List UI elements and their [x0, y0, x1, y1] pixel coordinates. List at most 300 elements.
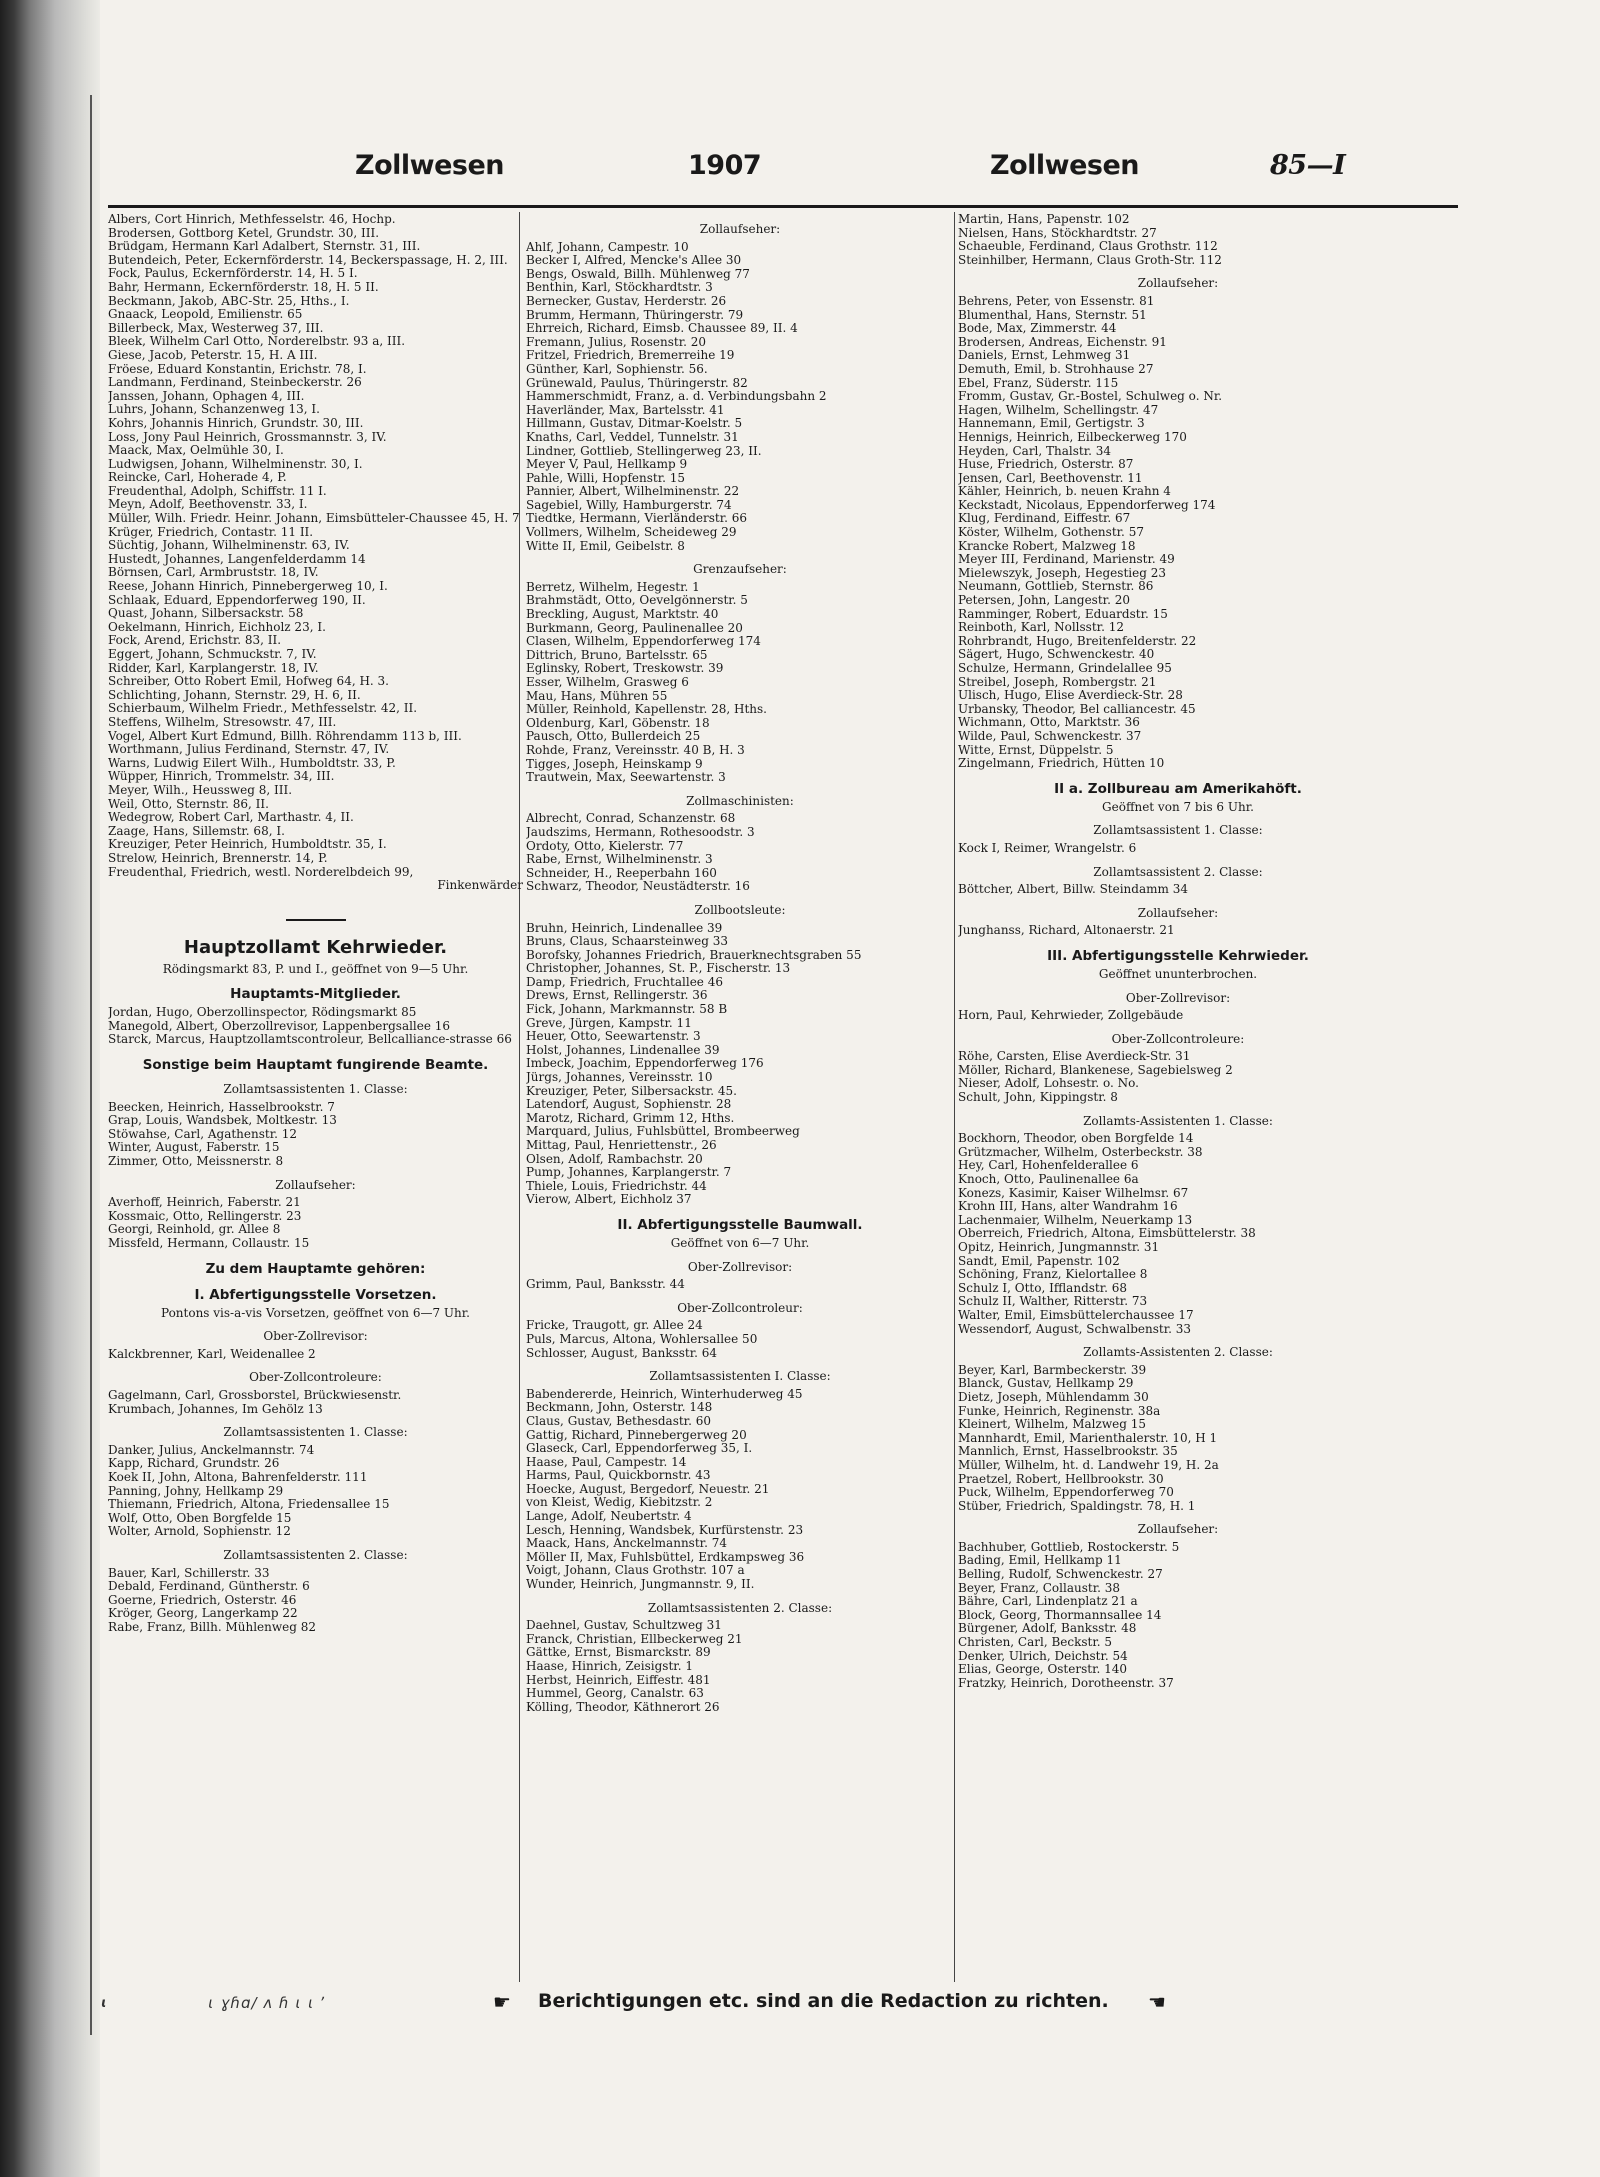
- directory-entry: Süchtig, Johann, Wilhelminenstr. 63, IV.: [108, 539, 350, 553]
- directory-entry: Wolter, Arnold, Sophienstr. 12: [108, 1525, 291, 1539]
- directory-entry: Klug, Ferdinand, Eiffestr. 67: [958, 512, 1131, 526]
- directory-entry: Dittrich, Bruno, Bartelsstr. 65: [526, 648, 708, 662]
- directory-entry: Kreuziger, Peter, Silbersackstr. 45.: [526, 1084, 737, 1098]
- directory-entry: Stüber, Friedrich, Spaldingstr. 78, H. 1: [958, 1499, 1196, 1513]
- directory-entry: Fricke, Traugott, gr. Allee 24: [526, 1319, 703, 1333]
- section-heading: Hauptamts-Mitglieder.: [230, 986, 401, 1003]
- directory-entry: Bauer, Karl, Schillerstr. 33: [108, 1566, 270, 1580]
- directory-entry: Brumm, Hermann, Thüringerstr. 79: [526, 308, 744, 322]
- directory-entry: Haase, Paul, Campestr. 14: [526, 1455, 687, 1469]
- directory-entry: Bengs, Oswald, Billh. Mühlenweg 77: [526, 267, 750, 281]
- directory-entry: Harms, Paul, Quickbornstr. 43: [526, 1469, 711, 1483]
- directory-entry: Borofsky, Johannes Friedrich, Brauerknechtsgraben 55: [526, 948, 862, 962]
- page-number: 85—I: [1270, 150, 1346, 181]
- directory-entry: Opitz, Heinrich, Jungmannstr. 31: [958, 1241, 1160, 1254]
- directory-entry: Sandt, Emil, Papenstr. 102: [958, 1254, 1120, 1268]
- directory-entry: Vollmers, Wilhelm, Scheideweg 29: [526, 526, 737, 540]
- opening-hours-note: Rödingsmarkt 83, P. und I., geöffnet von 9—5 Uhr.: [162, 961, 469, 976]
- directory-entry: Holst, Johannes, Lindenallee 39: [526, 1043, 720, 1057]
- directory-entry: Streibel, Joseph, Rombergstr. 21: [958, 675, 1157, 689]
- directory-entry: Ramminger, Robert, Eduardstr. 15: [958, 607, 1168, 621]
- directory-entry: Pahle, Willi, Hopfenstr. 15: [526, 471, 686, 485]
- directory-entry: Pannier, Albert, Wilhelminenstr. 22: [526, 485, 740, 499]
- header-rule: [108, 205, 1458, 208]
- directory-entry: Krancke Robert, Malzweg 18: [958, 539, 1136, 553]
- directory-entry: Manegold, Albert, Oberzollrevisor, Lappenbergsallee 16: [108, 1019, 451, 1033]
- section-heading: I. Abfertigungsstelle Vorsetzen.: [194, 1286, 437, 1303]
- directory-entry: Kapp, Richard, Grundstr. 26: [108, 1457, 280, 1471]
- directory-entry: Brahmstädt, Otto, Oevelgönnerstr. 5: [526, 594, 748, 608]
- directory-entry: Mannhardt, Emil, Marienthalerstr. 10, H 1: [958, 1431, 1218, 1445]
- directory-entry: Schulz I, Otto, Ifflandstr. 68: [958, 1281, 1128, 1295]
- directory-entry: Keckstadt, Nicolaus, Eppendorferweg 174: [958, 498, 1216, 512]
- directory-entry: Steinhilber, Hermann, Claus Groth-Str. 112: [958, 253, 1222, 267]
- margin-mark: ɩ: [101, 1996, 107, 2011]
- directory-entry: Wunder, Heinrich, Jungmannstr. 9, II.: [526, 1578, 755, 1592]
- directory-entry: Fritzel, Friedrich, Bremerreihe 19: [526, 349, 735, 363]
- directory-entry: Imbeck, Joachim, Eppendorferweg 176: [526, 1057, 764, 1071]
- directory-entry: Zimmer, Otto, Meissnerstr. 8: [108, 1155, 284, 1169]
- directory-entry: Marquard, Julius, Fuhlsbüttel, Brombeerweg: [526, 1125, 800, 1139]
- directory-entry: Schöning, Franz, Kielortallee 8: [958, 1268, 1148, 1282]
- directory-entry: Albrecht, Conrad, Schanzenstr. 68: [526, 812, 736, 826]
- directory-entry: Puck, Wilhelm, Eppendorferweg 70: [958, 1486, 1174, 1500]
- directory-entry: Strelow, Heinrich, Brennerstr. 14, P.: [108, 851, 328, 865]
- directory-entry: Brodersen, Gottborg Ketel, Grundstr. 30, III.: [108, 226, 380, 240]
- directory-entry: Denker, Ulrich, Deichstr. 54: [958, 1649, 1128, 1663]
- directory-entry: Hammerschmidt, Franz, a. d. Verbindungsbahn 2: [526, 390, 827, 404]
- directory-entry: Hey, Carl, Hohenfelderallee 6: [958, 1159, 1139, 1173]
- directory-entry: Gnaack, Leopold, Emilienstr. 65: [108, 308, 303, 322]
- directory-entry: Wichmann, Otto, Marktstr. 36: [958, 716, 1140, 730]
- directory-entry: Ebel, Franz, Süderstr. 115: [958, 376, 1119, 390]
- directory-page: [98, 0, 1498, 2177]
- rank-subheading: Zollbootsleute:: [694, 902, 786, 917]
- header-year: 1907: [688, 150, 762, 181]
- directory-entry: Kähler, Heinrich, b. neuen Krahn 4: [958, 485, 1171, 499]
- directory-entry: Christopher, Johannes, St. P., Fischerstr. 13: [526, 962, 791, 976]
- directory-entry: Thiemann, Friedrich, Altona, Friedensallee 15: [108, 1498, 390, 1512]
- directory-entry: Müller, Reinhold, Kapellenstr. 28, Hths.: [526, 703, 767, 717]
- directory-entry: Kröger, Georg, Langerkamp 22: [108, 1607, 298, 1621]
- opening-hours-note: Pontons vis-a-vis Vorsetzen, geöffnet von 6—7 Uhr.: [160, 1305, 470, 1320]
- directory-entry: Wüpper, Hinrich, Trommelstr. 34, III.: [108, 770, 335, 784]
- directory-entry: Meyn, Adolf, Beethovenstr. 33, I.: [108, 498, 308, 512]
- directory-entry: Wilde, Paul, Schwenckestr. 37: [958, 729, 1142, 743]
- directory-entry: Freudenthal, Friedrich, westl. Norderelbdeich 99,: [108, 865, 414, 879]
- directory-entry: Beckmann, John, Osterstr. 148: [526, 1401, 713, 1415]
- directory-entry: Esser, Wilhelm, Grasweg 6: [526, 676, 689, 689]
- book-binding-shadow: [0, 0, 100, 2177]
- column-divider-2: [954, 212, 955, 1982]
- directory-entry: Giese, Jacob, Peterstr. 15, H. A III.: [108, 348, 318, 362]
- directory-entry: Berretz, Wilhelm, Hegestr. 1: [526, 580, 700, 594]
- directory-entry: Hummel, Georg, Canalstr. 63: [526, 1687, 704, 1701]
- directory-entry: Missfeld, Hermann, Collaustr. 15: [108, 1237, 310, 1250]
- directory-entry: Beyer, Franz, Collaustr. 38: [958, 1581, 1121, 1595]
- rank-subheading: Ober-Zollcontroleure:: [1111, 1031, 1245, 1046]
- directory-entry: Behrens, Peter, von Essenstr. 81: [958, 294, 1155, 308]
- directory-entry: Daehnel, Gustav, Schultzweg 31: [526, 1619, 722, 1633]
- header-left-title: Zollwesen: [355, 150, 504, 181]
- directory-entry: Belling, Rudolf, Schwenckestr. 27: [958, 1568, 1163, 1582]
- directory-entry: Schlaak, Eduard, Eppendorferweg 190, II.: [108, 593, 366, 607]
- directory-entry: Trautwein, Max, Seewartenstr. 3: [526, 771, 726, 785]
- directory-entry: Fratzky, Heinrich, Dorotheenstr. 37: [958, 1676, 1174, 1690]
- directory-entry: Funke, Heinrich, Reginenstr. 38a: [958, 1404, 1161, 1418]
- directory-entry: Schulze, Hermann, Grindelallee 95: [958, 662, 1172, 675]
- directory-entry: von Kleist, Wedig, Kiebitzstr. 2: [526, 1496, 713, 1510]
- rank-subheading: Grenzaufseher:: [693, 562, 787, 577]
- directory-entry: Schwarz, Theodor, Neustädterstr. 16: [526, 880, 750, 894]
- directory-entry: Lachenmaier, Wilhelm, Neuerkamp 13: [958, 1213, 1193, 1227]
- directory-entry: Horn, Paul, Kehrwieder, Zollgebäude: [958, 1009, 1184, 1023]
- directory-entry: Fick, Johann, Markmannstr. 58 B: [526, 1003, 728, 1017]
- directory-entry: Schult, John, Kippingstr. 8: [958, 1091, 1118, 1105]
- directory-entry: Petersen, John, Langestr. 20: [958, 594, 1130, 608]
- directory-entry: Wolf, Otto, Oben Borgfelde 15: [108, 1511, 292, 1525]
- directory-entry: Krumbach, Johannes, Im Gehölz 13: [108, 1402, 323, 1416]
- directory-entry: Burkmann, Georg, Paulinenallee 20: [526, 621, 743, 635]
- directory-entry: Schaeuble, Ferdinand, Claus Grothstr. 112: [958, 240, 1218, 254]
- rank-subheading: Ober-Zollrevisor:: [687, 1259, 793, 1274]
- directory-entry: Wedegrow, Robert Carl, Marthastr. 4, II.: [108, 811, 354, 825]
- directory-entry: Becker I, Alfred, Mencke's Allee 30: [526, 254, 742, 268]
- directory-entry: Beyer, Karl, Barmbeckerstr. 39: [958, 1363, 1147, 1377]
- directory-entry: Jordan, Hugo, Oberzollinspector, Rödingsmarkt 85: [108, 1006, 417, 1020]
- directory-entry: Bading, Emil, Hellkamp 11: [958, 1554, 1122, 1568]
- directory-entry: Grützmacher, Wilhelm, Osterbeckstr. 38: [958, 1145, 1203, 1159]
- directory-entry: Heyden, Carl, Thalstr. 34: [958, 444, 1112, 458]
- directory-entry: Quast, Johann, Silbersackstr. 58: [108, 607, 304, 621]
- directory-entry: Martin, Hans, Papenstr. 102: [958, 213, 1130, 226]
- directory-entry: Witte, Ernst, Düppelstr. 5: [958, 743, 1114, 757]
- directory-entry: Jürgs, Johannes, Vereinsstr. 10: [526, 1071, 713, 1085]
- directory-entry: Lesch, Henning, Wandsbek, Kurfürstenstr. 23: [526, 1523, 804, 1537]
- directory-entry: Knoch, Otto, Paulinenallee 6a: [958, 1173, 1139, 1187]
- directory-entry: Albers, Cort Hinrich, Methfesselstr. 46, Hochp.: [108, 213, 396, 226]
- directory-entry: Stöwahse, Carl, Agathenstr. 12: [108, 1127, 298, 1141]
- section-heading: Sonstige beim Hauptamt fungirende Beamte.: [142, 1057, 489, 1074]
- directory-entry: Goerne, Friedrich, Osterstr. 46: [108, 1593, 297, 1607]
- directory-entry: Bleek, Wilhelm Carl Otto, Norderelbstr. 93 a, III.: [108, 335, 406, 349]
- page-header: [98, 150, 1498, 210]
- directory-entry: Möller, Richard, Blankenese, Sagebielsweg 2: [958, 1063, 1233, 1077]
- directory-entry: Fremann, Julius, Rosenstr. 20: [526, 335, 707, 349]
- rank-subheading: Ober-Zollcontroleur:: [677, 1300, 803, 1315]
- rank-subheading: Zollamts-Assistenten 2. Classe:: [1083, 1345, 1273, 1360]
- directory-entry: Claus, Gustav, Bethesdastr. 60: [526, 1414, 711, 1428]
- rank-subheading: Zollaufseher:: [1137, 905, 1219, 920]
- directory-entry: Zingelmann, Friedrich, Hütten 10: [958, 757, 1165, 771]
- directory-entry: Fromm, Gustav, Gr.-Bostel, Schulweg o. Nr.: [958, 390, 1223, 404]
- directory-entry: Vogel, Albert Kurt Edmund, Billh. Röhrendamm 113 b, III.: [108, 729, 462, 743]
- directory-entry: Kleinert, Wilhelm, Malzweg 15: [958, 1418, 1146, 1432]
- directory-entry: Witte II, Emil, Geibelstr. 8: [526, 539, 685, 553]
- directory-entry: Worthmann, Julius Ferdinand, Sternstr. 47, IV.: [108, 743, 390, 757]
- directory-entry: Krohn III, Hans, alter Wandrahm 16: [958, 1200, 1178, 1214]
- directory-entry: Rohde, Franz, Vereinsstr. 40 B, H. 3: [526, 743, 745, 757]
- directory-entry: Finkenwärder: [437, 879, 523, 893]
- section-heading: II a. Zollbureau am Amerikahöft.: [1054, 780, 1302, 797]
- directory-entry: Georgi, Reinhold, gr. Allee 8: [108, 1223, 281, 1237]
- directory-entry: Schreiber, Otto Robert Emil, Hofweg 64, H. 3.: [108, 675, 389, 689]
- directory-entry: Benthin, Karl, Stöckhardtstr. 3: [526, 281, 713, 295]
- directory-entry: Jensen, Carl, Beethovenstr. 11: [958, 471, 1143, 485]
- rank-subheading: Zollamtsassistent 2. Classe:: [1093, 864, 1263, 879]
- directory-entry: Tigges, Joseph, Heinskamp 9: [526, 757, 703, 771]
- directory-entry: Puls, Marcus, Altona, Wohlersallee 50: [526, 1332, 758, 1346]
- handwritten-marks: ɩ ɣɦɑ/ ʌ ɦ ɩ ɩ ʼ: [208, 1994, 327, 2012]
- directory-entry: Ludwigsen, Johann, Wilhelminenstr. 30, I.: [108, 457, 363, 471]
- directory-entry: Loss, Jony Paul Heinrich, Grossmannstr. 3, IV.: [108, 430, 387, 444]
- directory-entry: Breckling, August, Marktstr. 40: [526, 608, 719, 622]
- directory-entry: Daniels, Ernst, Lehmweg 31: [958, 349, 1131, 363]
- directory-entry: Konezs, Kasimir, Kaiser Wilhelmsr. 67: [958, 1186, 1189, 1200]
- directory-entry: Franck, Christian, Ellbeckerweg 21: [526, 1632, 743, 1646]
- directory-entry: Lindner, Gottlieb, Stellingerweg 23, II.: [526, 444, 762, 458]
- directory-entry: Landmann, Ferdinand, Steinbeckerstr. 26: [108, 376, 362, 390]
- directory-entry: Pump, Johannes, Karplangerstr. 7: [526, 1166, 732, 1180]
- directory-entry: Kalckbrenner, Karl, Weidenallee 2: [108, 1347, 316, 1361]
- directory-entry: Ulisch, Hugo, Elise Averdieck-Str. 28: [958, 689, 1183, 703]
- directory-entry: Möller II, Max, Fuhlsbüttel, Erdkampsweg 36: [526, 1550, 805, 1564]
- directory-entry: Bockhorn, Theodor, oben Borgfelde 14: [958, 1132, 1194, 1146]
- opening-hours-note: Geöffnet von 6—7 Uhr.: [670, 1235, 810, 1250]
- rank-subheading: Zollmaschinisten:: [686, 793, 794, 808]
- footer-notice: Berichtigungen etc. sind an die Redaction zu richten.: [538, 1990, 1109, 2012]
- rank-subheading: Zollamtsassistent 1. Classe:: [1093, 823, 1263, 838]
- directory-entry: Luhrs, Johann, Schanzenweg 13, I.: [108, 403, 320, 417]
- directory-entry: Hustedt, Johannes, Langenfelderdamm 14: [108, 552, 366, 566]
- directory-entry: Vierow, Albert, Eichholz 37: [526, 1193, 692, 1207]
- directory-entry: Kohrs, Johannis Hinrich, Grundstr. 30, III.: [108, 416, 364, 430]
- directory-entry: Eggert, Johann, Schmuckstr. 7, IV.: [108, 648, 317, 661]
- directory-entry: Huse, Friedrich, Osterstr. 87: [958, 458, 1134, 472]
- directory-entry: Danker, Julius, Anckelmannstr. 74: [108, 1443, 315, 1457]
- directory-entry: Rohrbrandt, Hugo, Breitenfelderstr. 22: [958, 634, 1197, 648]
- directory-entry: Maack, Hans, Anckelmannstr. 74: [526, 1537, 727, 1551]
- column-middle: [526, 213, 954, 1973]
- directory-entry: Block, Georg, Thormannsallee 14: [958, 1608, 1162, 1622]
- directory-entry: Lange, Adolf, Neubertstr. 4: [526, 1510, 692, 1524]
- directory-entry: Grap, Louis, Wandsbek, Moltkestr. 13: [108, 1114, 337, 1128]
- directory-entry: Bachhuber, Gottlieb, Rostockerstr. 5: [958, 1540, 1180, 1554]
- directory-entry: Fröese, Eduard Konstantin, Erichstr. 78, I.: [108, 362, 367, 376]
- directory-entry: Steffens, Wilhelm, Stresowstr. 47, III.: [108, 715, 337, 729]
- directory-entry: Nielsen, Hans, Stöckhardtstr. 27: [958, 226, 1157, 240]
- directory-entry: Hillmann, Gustav, Ditmar-Koelstr. 5: [526, 417, 743, 431]
- directory-entry: Haase, Hinrich, Zeisigstr. 1: [526, 1660, 693, 1673]
- rank-subheading: Zollaufseher:: [275, 1177, 356, 1192]
- directory-entry: Kock I, Reimer, Wrangelstr. 6: [958, 841, 1137, 855]
- directory-entry: Greve, Jürgen, Kampstr. 11: [526, 1016, 692, 1030]
- directory-entry: Babendererde, Heinrich, Winterhuderweg 45: [526, 1387, 803, 1401]
- directory-entry: Kossmaic, Otto, Rellingerstr. 23: [108, 1209, 302, 1223]
- directory-entry: Butendeich, Peter, Eckernförderstr. 14, Beckerspassage, H. 2, III.: [108, 253, 508, 267]
- rank-subheading: Zollamtsassistenten 1. Classe:: [223, 1425, 408, 1440]
- directory-entry: Billerbeck, Max, Westerweg 37, III.: [108, 321, 324, 335]
- rank-subheading: Zollamtsassistenten I. Classe:: [649, 1369, 831, 1384]
- directory-entry: Pausch, Otto, Bullerdeich 25: [526, 730, 701, 744]
- directory-entry: Praetzel, Robert, Hellbrookstr. 30: [958, 1472, 1164, 1486]
- directory-entry: Demuth, Emil, b. Strohhause 27: [958, 362, 1154, 376]
- directory-entry: Fock, Paulus, Eckernförderstr. 14, H. 5 I.: [108, 267, 358, 281]
- page-footer: [98, 1990, 1498, 2030]
- directory-entry: Elias, George, Osterstr. 140: [958, 1663, 1128, 1677]
- directory-entry: Grünewald, Paulus, Thüringerstr. 82: [526, 376, 748, 390]
- directory-entry: Nieser, Adolf, Lohsestr. o. No.: [958, 1077, 1139, 1091]
- directory-entry: Fock, Arend, Erichstr. 83, II.: [108, 634, 282, 648]
- directory-entry: Schneider, H., Reeperbahn 160: [526, 866, 717, 880]
- directory-entry: Ordoty, Otto, Kielerstr. 77: [526, 839, 684, 853]
- office-title: Hauptzollamt Kehrwieder.: [183, 936, 448, 958]
- directory-entry: Panning, Johny, Hellkamp 29: [108, 1484, 284, 1498]
- directory-entry: Gättke, Ernst, Bismarckstr. 89: [526, 1646, 711, 1660]
- directory-entry: Haverländer, Max, Bartelsstr. 41: [526, 403, 725, 417]
- directory-entry: Winter, August, Faberstr. 15: [108, 1141, 280, 1155]
- directory-entry: Beckmann, Jakob, ABC-Str. 25, Hths., I.: [108, 294, 350, 308]
- rank-subheading: Zollaufseher:: [699, 222, 781, 236]
- directory-entry: Böttcher, Albert, Billw. Steindamm 34: [958, 883, 1188, 897]
- directory-entry: Bruns, Claus, Schaarsteinweg 33: [526, 935, 728, 949]
- directory-entry: Weil, Otto, Sternstr. 86, II.: [108, 797, 269, 811]
- directory-entry: Christen, Carl, Beckstr. 5: [958, 1636, 1113, 1650]
- directory-entry: Maack, Max, Oelmühle 30, I.: [108, 444, 284, 458]
- directory-entry: Sägert, Hugo, Schwenckestr. 40: [958, 648, 1155, 662]
- directory-entry: Röhe, Carsten, Elise Averdieck-Str. 31: [958, 1050, 1191, 1064]
- column-left: [108, 213, 523, 1973]
- directory-entry: Eglinsky, Robert, Treskowstr. 39: [526, 662, 724, 676]
- directory-entry: Herbst, Heinrich, Eiffestr. 481: [526, 1673, 711, 1687]
- directory-entry: Koek II, John, Altona, Bahrenfelderstr. 111: [108, 1470, 368, 1484]
- directory-entry: Ahlf, Johann, Campestr. 10: [526, 240, 689, 254]
- directory-entry: Börnsen, Carl, Armbruststr. 18, IV.: [108, 566, 319, 580]
- directory-entry: Brodersen, Andreas, Eichenstr. 91: [958, 335, 1167, 349]
- directory-entry: Brüdgam, Hermann Karl Adalbert, Sternstr. 31, III.: [108, 240, 421, 254]
- directory-entry: Urbansky, Theodor, Bel calliancestr. 45: [958, 702, 1196, 716]
- directory-entry: Hoecke, August, Bergedorf, Neuestr. 21: [526, 1482, 770, 1496]
- directory-entry: Bode, Max, Zimmerstr. 44: [958, 322, 1117, 336]
- directory-entry: Sagebiel, Willy, Hamburgerstr. 74: [526, 498, 732, 512]
- directory-entry: Hagen, Wilhelm, Schellingstr. 47: [958, 403, 1159, 417]
- directory-entry: Gagelmann, Carl, Grossborstel, Brückwiesenstr.: [108, 1388, 402, 1402]
- directory-entry: Tiedtke, Hermann, Vierländerstr. 66: [526, 512, 748, 526]
- column-right: [958, 213, 1398, 1973]
- directory-entry: Damp, Friedrich, Fruchtallee 46: [526, 975, 723, 989]
- directory-entry: Bahr, Hermann, Eckernförderstr. 18, H. 5 II.: [108, 280, 379, 294]
- directory-entry: Schlichting, Johann, Sternstr. 29, H. 6, II.: [108, 688, 361, 702]
- directory-entry: Gattig, Richard, Pinnebergerweg 20: [526, 1428, 747, 1442]
- directory-entry: Rabe, Ernst, Wilhelminenstr. 3: [526, 853, 713, 867]
- directory-entry: Blanck, Gustav, Hellkamp 29: [958, 1377, 1134, 1391]
- directory-entry: Clasen, Wilhelm, Eppendorferweg 174: [526, 635, 761, 649]
- section-separator: [286, 919, 346, 921]
- directory-entry: Grimm, Paul, Banksstr. 44: [526, 1278, 685, 1292]
- opening-hours-note: Geöffnet ununterbrochen.: [1098, 966, 1258, 981]
- directory-entry: Rabe, Franz, Billh. Mühlenweg 82: [108, 1620, 317, 1634]
- directory-entry: Köster, Wilhelm, Gothenstr. 57: [958, 526, 1144, 540]
- directory-entry: Meyer V, Paul, Hellkamp 9: [526, 458, 688, 472]
- directory-entry: Walter, Emil, Eimsbüttelerchaussee 17: [958, 1308, 1194, 1322]
- directory-entry: Zaage, Hans, Sillemstr. 68, I.: [108, 824, 285, 838]
- rank-subheading: Zollamtsassistenten 2. Classe:: [223, 1547, 408, 1562]
- section-heading: Zu dem Hauptamte gehören:: [205, 1260, 426, 1277]
- directory-entry: Wessendorf, August, Schwalbenstr. 33: [958, 1322, 1192, 1336]
- directory-entry: Krüger, Friedrich, Contastr. 11 II.: [108, 525, 314, 539]
- directory-entry: Bähre, Carl, Lindenplatz 21 a: [958, 1595, 1138, 1609]
- directory-entry: Schlosser, August, Banksstr. 64: [526, 1346, 718, 1360]
- directory-entry: Müller, Wilhelm, ht. d. Landwehr 19, H. 2a: [958, 1458, 1219, 1472]
- directory-entry: Oekelmann, Hinrich, Eichholz 23, I.: [108, 620, 326, 634]
- directory-entry: Freudenthal, Adolph, Schiffstr. 11 I.: [108, 484, 327, 498]
- directory-entry: Blumenthal, Hans, Sternstr. 51: [958, 308, 1147, 322]
- directory-entry: Schulz II, Walther, Ritterstr. 73: [958, 1295, 1148, 1309]
- directory-entry: Glaseck, Carl, Eppendorferweg 35, I.: [526, 1442, 753, 1456]
- directory-entry: Oldenburg, Karl, Göbenstr. 18: [526, 716, 710, 730]
- directory-entry: Bürgener, Adolf, Banksstr. 48: [958, 1622, 1137, 1636]
- directory-entry: Hennigs, Heinrich, Eilbeckerweg 170: [958, 430, 1187, 444]
- section-heading: II. Abfertigungsstelle Baumwall.: [617, 1216, 863, 1233]
- directory-entry: Neumann, Gottlieb, Sternstr. 86: [958, 580, 1154, 594]
- header-right-title: Zollwesen: [990, 150, 1139, 181]
- directory-entry: Olsen, Adolf, Rambachstr. 20: [526, 1152, 703, 1166]
- rank-subheading: Ober-Zollrevisor:: [1125, 990, 1231, 1005]
- directory-entry: Kreuziger, Peter Heinrich, Humboldtstr. 35, I.: [108, 838, 387, 852]
- directory-entry: Hannemann, Emil, Gertigstr. 3: [958, 417, 1145, 431]
- directory-entry: Reincke, Carl, Hoherade 4, P.: [108, 471, 287, 485]
- directory-entry: Starck, Marcus, Hauptzollamtscontroleur, Bellcalliance-strasse 66: [108, 1033, 512, 1047]
- rank-subheading: Zollamts-Assistenten 1. Classe:: [1083, 1113, 1273, 1128]
- directory-entry: Marotz, Richard, Grimm 12, Hths.: [526, 1111, 735, 1125]
- directory-entry: Meyer III, Ferdinand, Marienstr. 49: [958, 553, 1175, 567]
- directory-entry: Oberreich, Friedrich, Altona, Eimsbüttelerstr. 38: [958, 1227, 1256, 1241]
- directory-entry: Latendorf, August, Sophienstr. 28: [526, 1098, 732, 1112]
- directory-entry: Dietz, Joseph, Mühlendamm 30: [958, 1390, 1149, 1404]
- directory-entry: Reinboth, Karl, Nollsstr. 12: [958, 621, 1124, 635]
- rank-subheading: Ober-Zollcontroleure:: [249, 1370, 382, 1385]
- directory-entry: Meyer, Wilh., Heussweg 8, III.: [108, 783, 293, 797]
- page-edge: [90, 95, 92, 2035]
- directory-entry: Mau, Hans, Mühren 55: [526, 689, 668, 703]
- directory-entry: Schierbaum, Wilhelm Friedr., Methfesselstr. 42, II.: [108, 702, 418, 716]
- directory-entry: Voigt, Johann, Claus Grothstr. 107 a: [526, 1564, 745, 1578]
- rank-subheading: Zollamtsassistenten 1. Classe:: [223, 1082, 408, 1097]
- pointing-hand-right-icon: ☚: [1148, 1990, 1166, 2014]
- section-heading: III. Abfertigungsstelle Kehrwieder.: [1047, 947, 1309, 964]
- directory-entry: Knaths, Carl, Veddel, Tunnelstr. 31: [526, 430, 739, 444]
- directory-entry: Debald, Ferdinand, Güntherstr. 6: [108, 1580, 310, 1594]
- directory-entry: Mielewszyk, Joseph, Hegestieg 23: [958, 566, 1166, 580]
- directory-entry: Warns, Ludwig Eilert Wilh., Humboldtstr. 33, P.: [108, 756, 396, 770]
- directory-entry: Beecken, Heinrich, Hasselbrookstr. 7: [108, 1100, 335, 1114]
- directory-entry: Heuer, Otto, Seewartenstr. 3: [526, 1030, 701, 1044]
- directory-entry: Drews, Ernst, Rellingerstr. 36: [526, 989, 708, 1003]
- directory-entry: Bruhn, Heinrich, Lindenallee 39: [526, 921, 723, 935]
- directory-entry: Mannlich, Ernst, Hasselbrookstr. 35: [958, 1445, 1178, 1459]
- directory-entry: Ridder, Karl, Karplangerstr. 18, IV.: [108, 661, 319, 675]
- directory-entry: Günther, Karl, Sophienstr. 56.: [526, 362, 708, 376]
- rank-subheading: Zollaufseher:: [1137, 276, 1219, 291]
- opening-hours-note: Geöffnet von 7 bis 6 Uhr.: [1102, 799, 1254, 814]
- directory-entry: Mittag, Paul, Henriettenstr., 26: [526, 1139, 717, 1152]
- directory-entry: Kölling, Theodor, Käthnerort 26: [526, 1700, 720, 1714]
- directory-entry: Jaudszims, Hermann, Rothesoodstr. 3: [526, 825, 755, 839]
- rank-subheading: Zollamtsassistenten 2. Classe:: [647, 1600, 833, 1615]
- directory-entry: Janssen, Johann, Ophagen 4, III.: [108, 389, 305, 403]
- pointing-hand-left-icon: ☛: [493, 1990, 511, 2014]
- directory-entry: Junghanss, Richard, Altonaerstr. 21: [958, 924, 1175, 938]
